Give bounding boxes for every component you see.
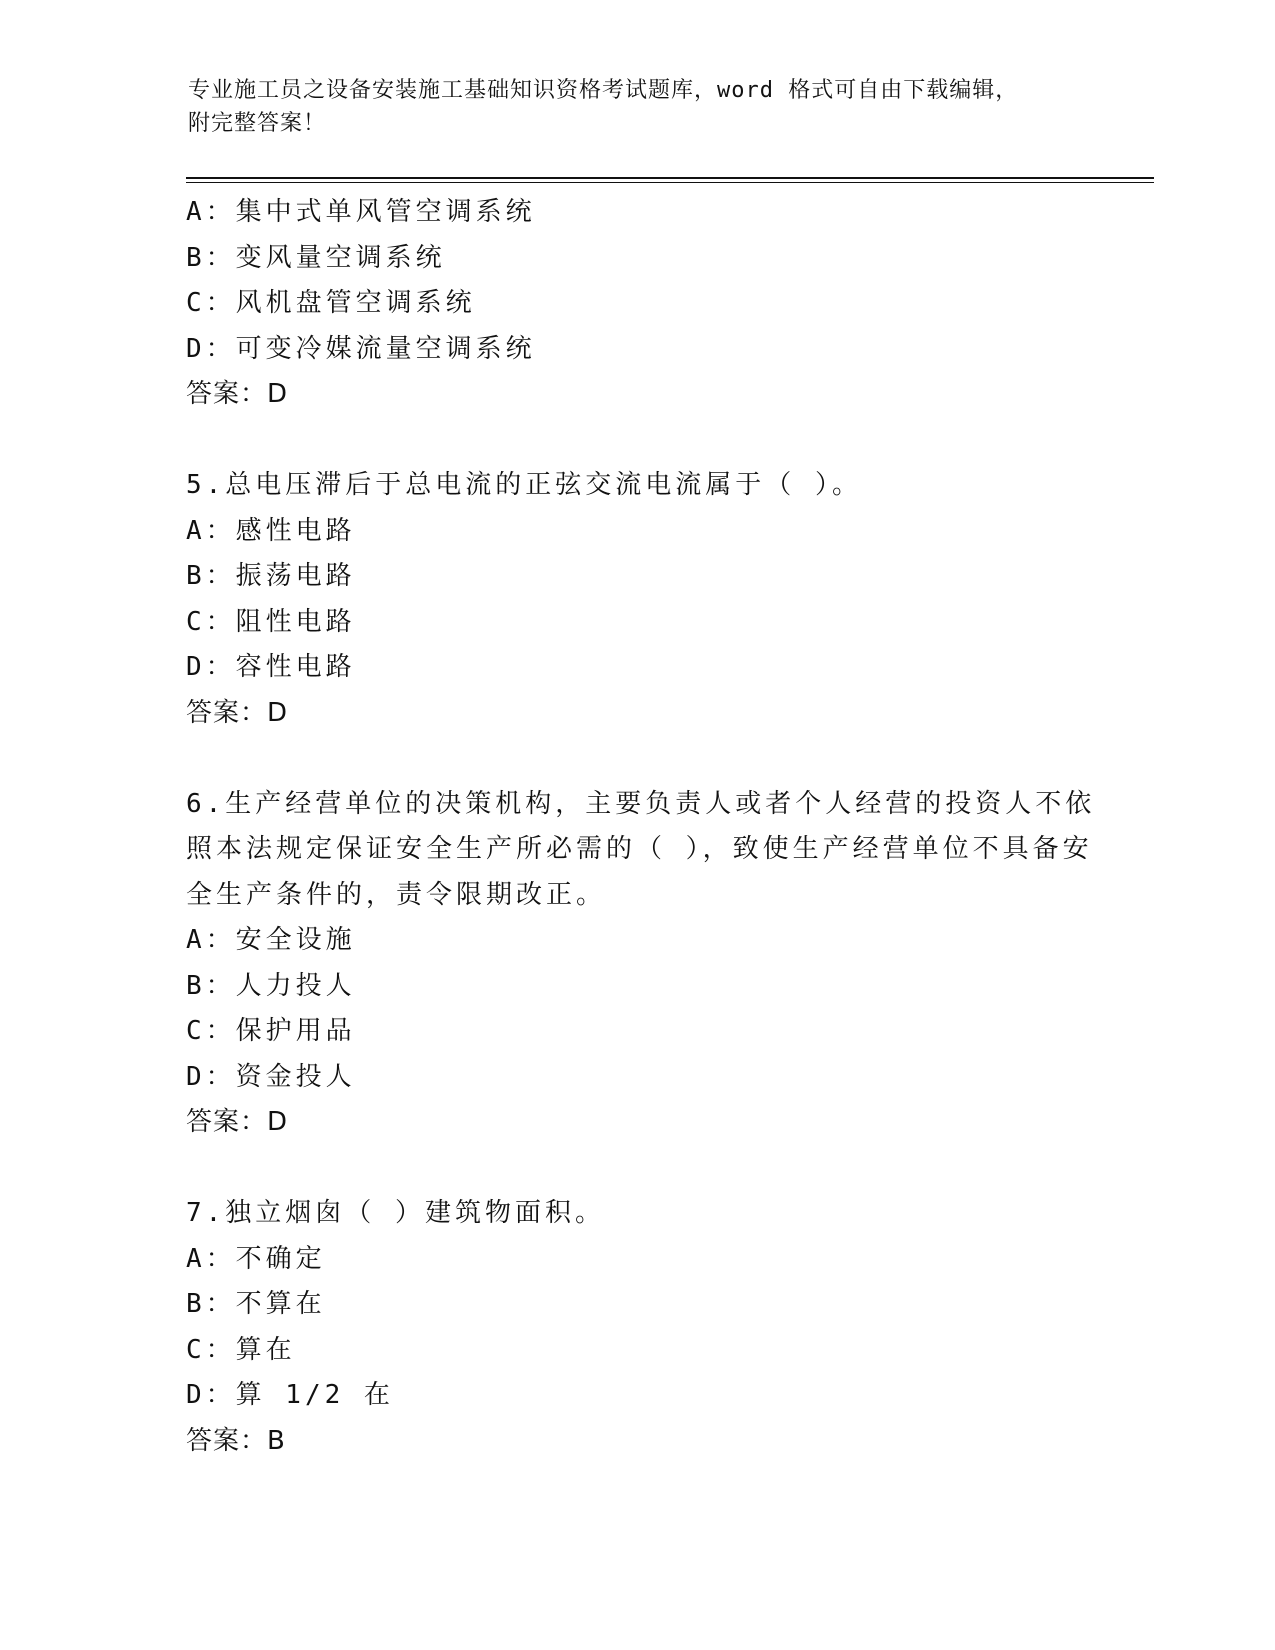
question-5 bbox=[186, 463, 1086, 736]
spacer bbox=[186, 1146, 1086, 1192]
option-b: B：变风量空调系统 bbox=[186, 242, 446, 273]
option-b: B：不算在 bbox=[186, 1289, 326, 1319]
question-stem: 5.总电压滞后于总电流的正弦交流电流属于（ ）。 bbox=[186, 470, 862, 500]
option-d: D：资金投人 bbox=[186, 1061, 356, 1092]
answer: 答案：D bbox=[186, 697, 289, 728]
option-b: B：人力投人 bbox=[186, 970, 356, 1001]
option-a: A：不确定 bbox=[186, 1243, 326, 1274]
option-a: A：感性电路 bbox=[186, 515, 356, 546]
header-line-1: 专业施工员之设备安装施工基础知识资格考试题库，word 格式可自由下载编辑， bbox=[188, 78, 1019, 103]
question-6 bbox=[186, 782, 1096, 1146]
question-list bbox=[186, 190, 1096, 1464]
option-d: D：容性电路 bbox=[186, 652, 356, 682]
option-c: C：阻性电路 bbox=[186, 606, 356, 637]
question-stem-line-2: 照本法规定保证安全生产所必需的（ ），致使生产经营单位不具备安 bbox=[186, 834, 1093, 864]
question-stem-line-1: 6.生产经营单位的决策机构，主要负责人或者个人经营的投资人不依 bbox=[186, 788, 1096, 819]
option-d: D：可变冷媒流量空调系统 bbox=[186, 333, 536, 364]
option-c: C：风机盘管空调系统 bbox=[186, 288, 476, 318]
answer: 答案：D bbox=[186, 1107, 289, 1137]
option-c: C：保护用品 bbox=[186, 1016, 356, 1046]
document-header bbox=[188, 74, 1068, 140]
option-d: D：算 1/2 在 bbox=[186, 1380, 394, 1410]
answer: 答案：D bbox=[186, 379, 289, 409]
option-a: A：安全设施 bbox=[186, 925, 356, 955]
spacer bbox=[186, 418, 1086, 464]
option-a: A：集中式单风管空调系统 bbox=[186, 197, 536, 227]
question-stem-line-3: 全生产条件的，责令限期改正。 bbox=[186, 879, 607, 910]
header-divider bbox=[186, 177, 1154, 179]
answer: 答案：B bbox=[186, 1425, 286, 1456]
header-divider-thin bbox=[186, 182, 1154, 183]
question-4-tail bbox=[186, 190, 1086, 418]
option-b: B：振荡电路 bbox=[186, 561, 356, 591]
spacer bbox=[186, 736, 1086, 782]
question-7 bbox=[186, 1191, 1086, 1464]
option-c: C：算在 bbox=[186, 1334, 296, 1365]
header-line-2: 附完整答案！ bbox=[188, 111, 327, 136]
question-stem: 7.独立烟囱（ ）建筑物面积。 bbox=[186, 1198, 605, 1228]
